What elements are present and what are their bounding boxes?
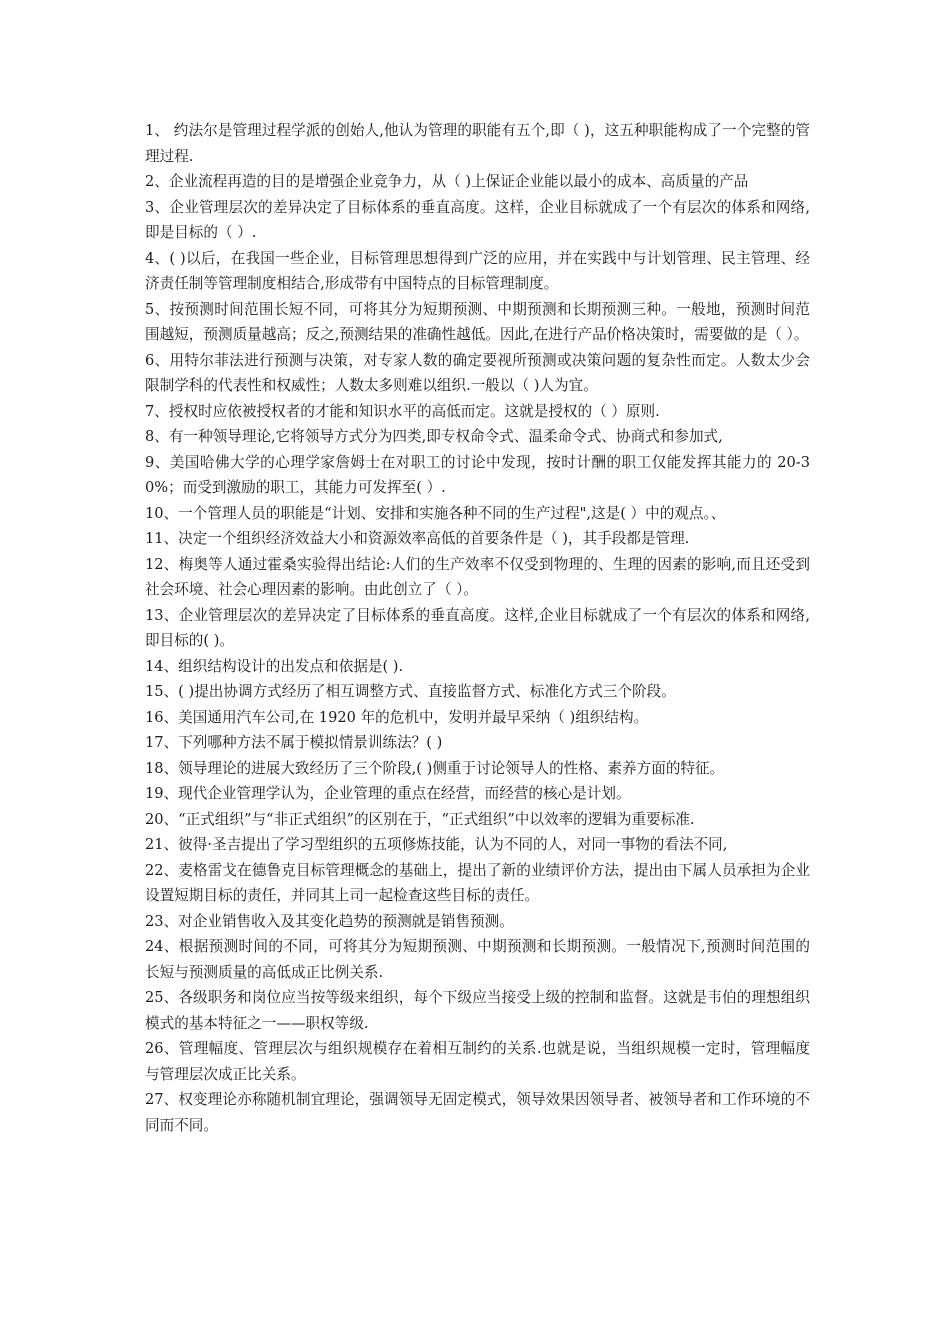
question-item: 20、“正式组织”与“非正式组织”的区别在于，“正式组织”中以效率的逻辑为重要标准. xyxy=(145,810,695,828)
question-item: 18、领导理论的进展大致经历了三个阶段,( )侧重于讨论领导人的性格、素养方面的特征。 xyxy=(145,759,725,777)
question-item: 24、根据预测时间的不同，可将其分为短期预测、中期预测和长期预测。一般情况下,预测时间范围的长短与预测质量的高低成正比例关系. xyxy=(145,938,810,981)
question-item: 5、按预测时间范围长短不同，可将其分为短期预测、中期预测和长期预测三种。一般地，预测时间范围越短，预测质量越高；反之,预测结果的准确性越低。因此,在进行产品价格决策时，需要做的是（ ）。 xyxy=(145,300,810,343)
question-item: 8、有一种领导理论,它将领导方式分为四类,即专权命令式、温柔命令式、协商式和参加式, xyxy=(145,428,723,445)
question-item: 2、企业流程再造的目的是增强企业竞争力，从（ )上保证企业能以最小的成本、高质量的产品 xyxy=(145,173,749,190)
question-item: 3、企业管理层次的差异决定了目标体系的垂直高度。这样，企业目标就成了一个有层次的体系和网络,即是目标的（ ）. xyxy=(145,198,810,241)
question-item: 7、授权时应依被授权者的才能和知识水平的高低而定。这就是授权的（ ）原则. xyxy=(145,402,660,420)
question-item: 22、麦格雷戈在德鲁克目标管理概念的基础上，提出了新的业绩评价方法，提出由下属人员承担为企业设置短期目标的责任，并同其上司一起检查这些目标的责任。 xyxy=(145,861,810,904)
question-item: 1、 约法尔是管理过程学派的创始人,他认为管理的职能有五个,即（ )，这五种职能构成了一个完整的管理过程. xyxy=(145,122,810,165)
question-item: 15、( )提出协调方式经历了相互调整方式、直接监督方式、标准化方式三个阶段。 xyxy=(145,683,676,700)
question-item: 21、彼得·圣吉提出了学习型组织的五项修炼技能，认为不同的人，对同一事物的看法不同, xyxy=(145,836,728,853)
question-item: 27、权变理论亦称随机制宜理论，强调领导无固定模式，领导效果因领导者、被领导者和工作环境的不同而不同。 xyxy=(145,1091,810,1134)
question-item: 16、美国通用汽车公司,在 1920 年的危机中，发明并最早采纳（ )组织结构。 xyxy=(145,708,649,726)
question-item: 4、( )以后，在我国一些企业，目标管理思想得到广泛的应用，并在实践中与计划管理、民主管理、经济责任制等管理制度相结合,形成带有中国特点的目标管理制度。 xyxy=(145,249,810,292)
question-item: 13、企业管理层次的差异决定了目标体系的垂直高度。这样,企业目标就成了一个有层次的体系和网络,即目标的( )。 xyxy=(145,606,810,649)
question-item: 19、现代企业管理学认为，企业管理的重点在经营，而经营的核心是计划。 xyxy=(145,785,631,802)
question-item: 11、决定一个组织经济效益大小和资源效率高低的首要条件是（ )，其手段都是管理. xyxy=(145,530,690,547)
question-item: 9、美国哈佛大学的心理学家詹姆士在对职工的讨论中发现，按时计酬的职工仅能发挥其能力的 20-30%；而受到激励的职工，其能力可发挥至( ）. xyxy=(145,453,810,496)
question-item: 17、下列哪种方法不属于模拟情景训练法？( ) xyxy=(145,734,443,751)
question-item: 23、对企业销售收入及其变化趋势的预测就是销售预测。 xyxy=(145,912,514,930)
document-page xyxy=(145,118,810,1138)
question-item: 14、组织结构设计的出发点和依据是( ). xyxy=(145,657,404,675)
question-item: 26、管理幅度、管理层次与组织规模存在着相互制约的关系.也就是说，当组织规模一定时，管理幅度与管理层次成正比关系。 xyxy=(145,1040,810,1083)
question-item: 12、梅奥等人通过霍桑实验得出结论:人们的生产效率不仅受到物理的、生理的因素的影响,而且还受到社会环境、社会心理因素的影响。由此创立了（ ）。 xyxy=(145,555,810,598)
question-item: 10、一个管理人员的职能是“计划、安排和实施各种不同的生产过程",这是( ）中的观点。、 xyxy=(145,504,726,522)
question-item: 25、各级职务和岗位应当按等级来组织，每个下级应当接受上级的控制和监督。这就是韦伯的理想组织模式的基本特征之一——职权等级. xyxy=(145,989,810,1032)
question-item: 6、用特尔菲法进行预测与决策，对专家人数的确定要视所预测或决策问题的复杂性而定。人数太少会限制学科的代表性和权威性；人数太多则难以组织.一般以（ )人为宜。 xyxy=(145,351,810,394)
